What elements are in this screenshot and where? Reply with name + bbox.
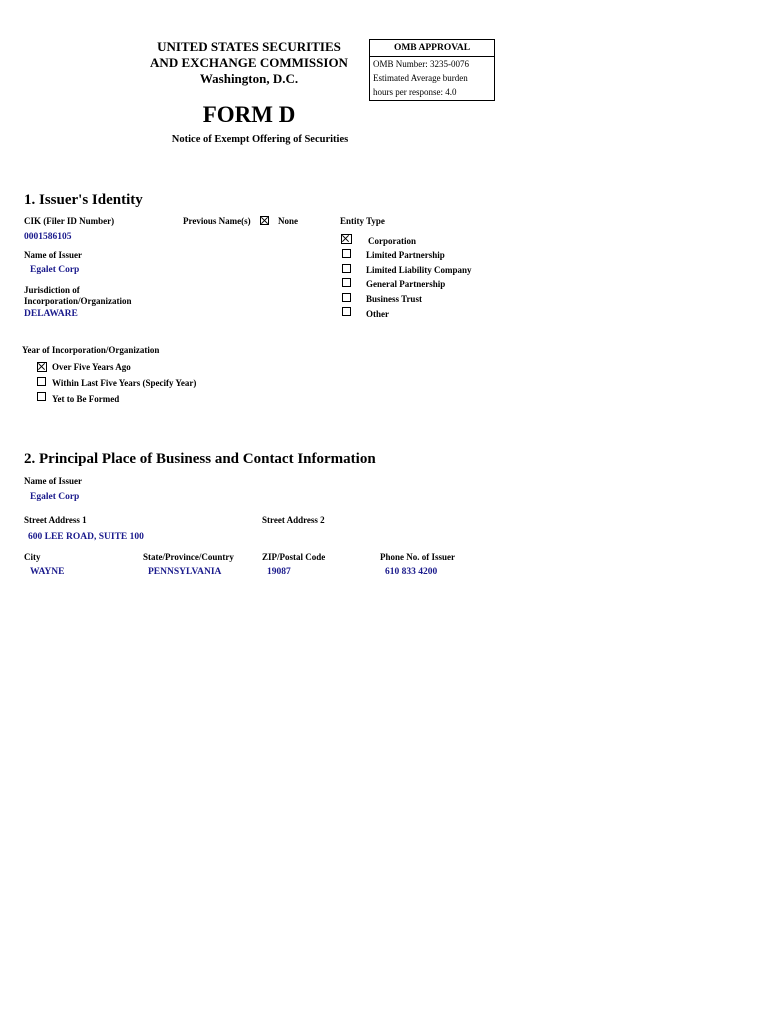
entity-general-partnership-label: General Partnership (366, 279, 446, 289)
year-incorporation-label: Year of Incorporation/Organization (22, 345, 160, 355)
entity-other-checkbox[interactable] (342, 307, 351, 316)
street-address-1-value: 600 LEE ROAD, SUITE 100 (28, 532, 144, 542)
state-label: State/Province/Country (143, 552, 234, 562)
previous-names-none-checkbox[interactable] (260, 216, 269, 225)
city-value: WAYNE (30, 567, 65, 577)
year-over-five-checkbox[interactable] (37, 362, 47, 372)
omb-approval-box (369, 39, 495, 101)
entity-corporation-checkbox[interactable] (341, 234, 352, 244)
entity-llc-checkbox[interactable] (342, 264, 351, 273)
entity-business-trust-label: Business Trust (366, 294, 422, 304)
year-within-five-checkbox[interactable] (37, 377, 46, 386)
year-over-five-label: Over Five Years Ago (52, 362, 131, 372)
year-within-five-label: Within Last Five Years (Specify Year) (52, 378, 197, 388)
jurisdiction-label-1: Jurisdiction of (24, 285, 80, 295)
s2-issuer-name-value: Egalet Corp (30, 492, 80, 502)
street-address-2-label: Street Address 2 (262, 515, 325, 525)
issuer-name-value: Egalet Corp (30, 265, 80, 275)
agency-line-1: UNITED STATES SECURITIES (157, 39, 341, 54)
entity-llc-label: Limited Liability Company (366, 265, 472, 275)
entity-corporation-label: Corporation (368, 236, 416, 246)
jurisdiction-label-2: Incorporation/Organization (24, 296, 132, 306)
omb-title: OMB APPROVAL (370, 40, 494, 57)
entity-other-label: Other (366, 309, 389, 319)
section-1-title: 1. Issuer's Identity (24, 192, 143, 208)
s2-issuer-name-label: Name of Issuer (24, 476, 82, 486)
omb-number: OMB Number: 3235-0076 (373, 59, 469, 69)
previous-names-label: Previous Name(s) (183, 216, 251, 226)
agency-line-3: Washington, D.C. (199, 71, 299, 86)
entity-type-label: Entity Type (340, 216, 385, 226)
entity-limited-partnership-checkbox[interactable] (342, 249, 351, 258)
city-label: City (24, 552, 41, 562)
state-value: PENNSYLVANIA (148, 567, 222, 577)
year-yet-to-be-formed-label: Yet to Be Formed (52, 394, 120, 404)
zip-label: ZIP/Postal Code (262, 552, 326, 562)
issuer-name-label: Name of Issuer (24, 250, 82, 260)
entity-business-trust-checkbox[interactable] (342, 293, 351, 302)
phone-label: Phone No. of Issuer (380, 552, 456, 562)
previous-names-none-label: None (278, 216, 298, 226)
form-subtitle: Notice of Exempt Offering of Securities (171, 134, 349, 145)
cik-label: CIK (Filer ID Number) (24, 216, 115, 226)
omb-burden-line-1: Estimated Average burden (373, 73, 468, 83)
year-yet-to-be-formed-checkbox[interactable] (37, 392, 46, 401)
entity-general-partnership-checkbox[interactable] (342, 278, 351, 287)
jurisdiction-value: DELAWARE (24, 309, 78, 319)
street-address-1-label: Street Address 1 (24, 515, 87, 525)
section-2-title: 2. Principal Place of Business and Contact Information (24, 451, 376, 467)
phone-value: 610 833 4200 (385, 567, 438, 577)
omb-burden-line-2: hours per response: 4.0 (373, 87, 457, 97)
form-title: FORM D (202, 102, 296, 127)
zip-value: 19087 (267, 567, 291, 577)
entity-limited-partnership-label: Limited Partnership (366, 250, 445, 260)
agency-line-2: AND EXCHANGE COMMISSION (150, 55, 348, 70)
cik-value: 0001586105 (24, 232, 72, 242)
